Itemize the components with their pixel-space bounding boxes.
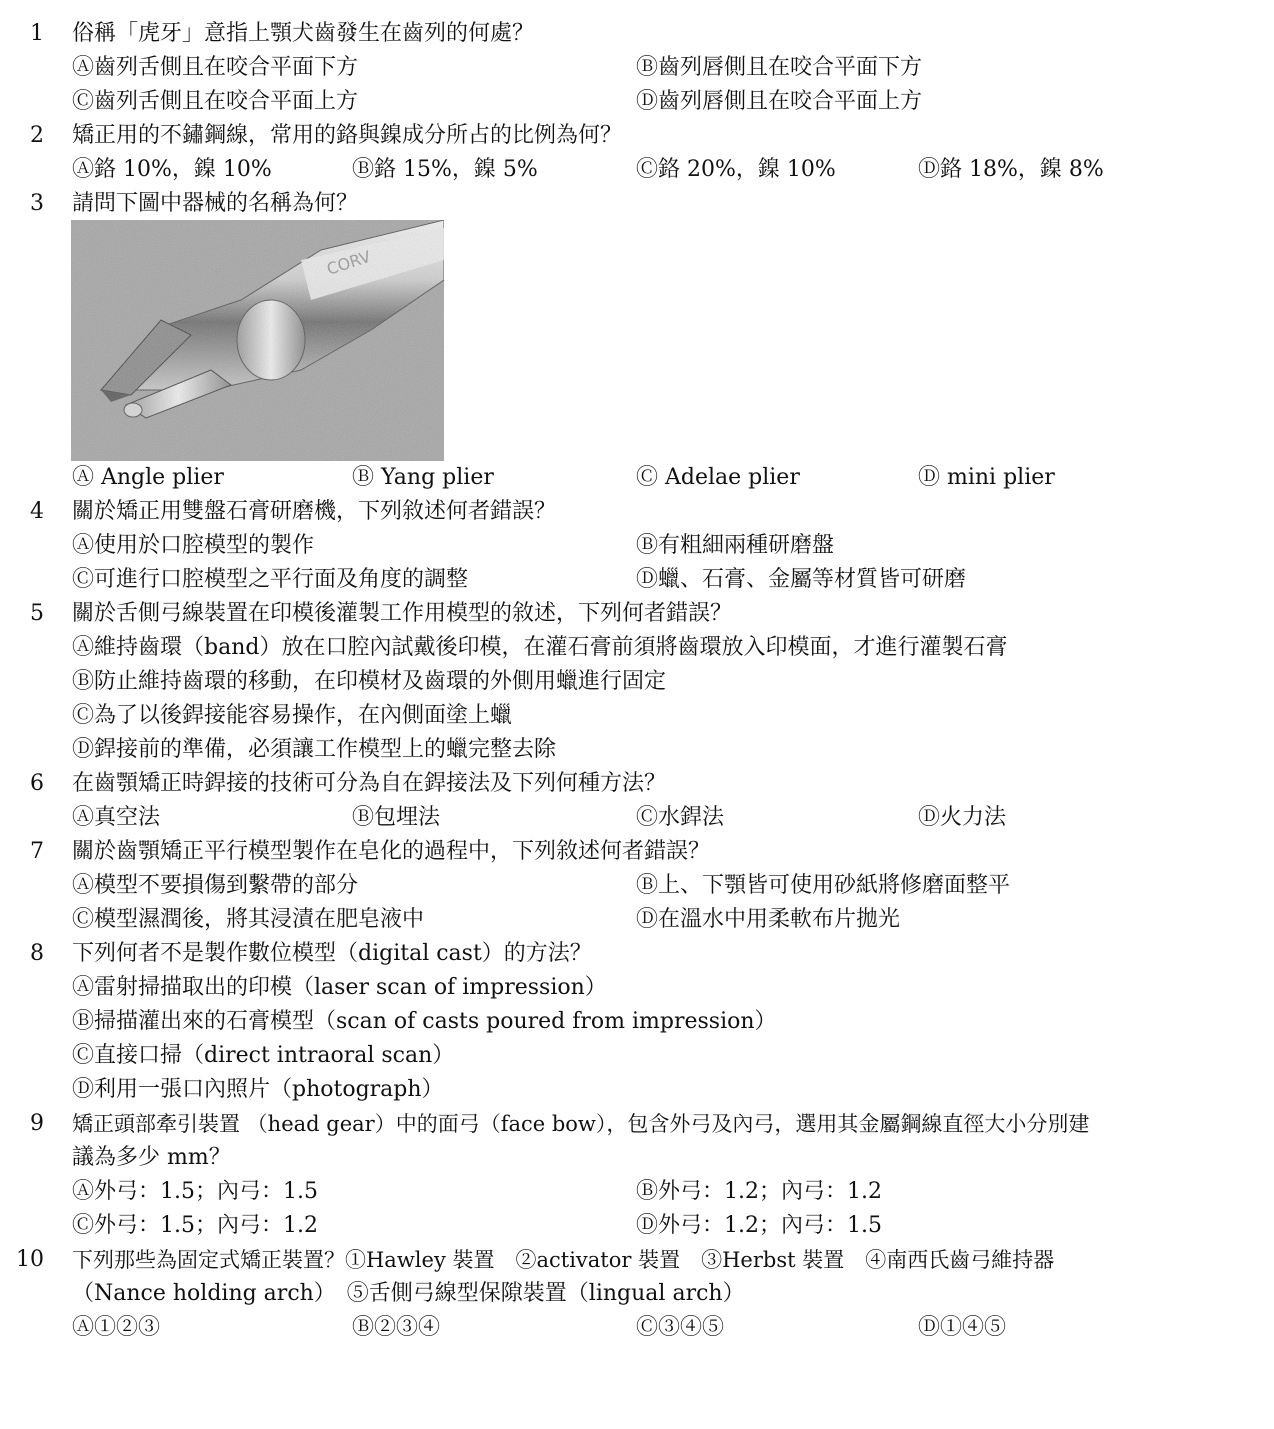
question-stem: 下列那些為固定式矯正裝置？①Hawley 裝置 ②activator 裝置 ③Herbst 裝置 ④南西氏齒弓維持器 <box>72 1248 1055 1272</box>
option-c[interactable]: Ⓒ鉻 20%，鎳 10% <box>636 157 836 182</box>
option-b[interactable]: Ⓑ有粗細兩種研磨盤 <box>636 533 835 558</box>
option-b[interactable]: Ⓑ包埋法 <box>352 805 441 830</box>
option-c[interactable]: Ⓒ直接口掃（direct intraoral scan） <box>72 1043 455 1068</box>
question-number: 6 <box>30 771 44 796</box>
question-stem: 請問下圖中器械的名稱為何？ <box>72 191 359 216</box>
option-c[interactable]: Ⓒ Adelae plier <box>636 465 800 490</box>
question-number: 9 <box>30 1111 44 1136</box>
question-stem: 在齒顎矯正時銲接的技術可分為自在銲接法及下列何種方法？ <box>72 771 667 796</box>
question-number: 10 <box>16 1247 44 1272</box>
plier-illustration <box>71 220 444 461</box>
option-c[interactable]: Ⓒ齒列舌側且在咬合平面上方 <box>72 89 359 114</box>
option-c[interactable]: Ⓒ外弓：1.5；內弓：1.2 <box>72 1213 318 1238</box>
question-number: 8 <box>30 941 44 966</box>
option-a[interactable]: Ⓐ①②③ <box>72 1315 161 1340</box>
question-number: 2 <box>30 123 44 148</box>
option-d[interactable]: Ⓓ①④⑤ <box>918 1315 1007 1340</box>
option-b[interactable]: Ⓑ鉻 15%，鎳 5% <box>352 157 538 182</box>
question-stem: 下列何者不是製作數位模型（digital cast）的方法？ <box>72 941 592 966</box>
question-stem: 關於舌側弓線裝置在印模後灌製工作用模型的敘述，下列何者錯誤？ <box>72 601 733 626</box>
option-d[interactable]: Ⓓ蠟、石膏、金屬等材質皆可研磨 <box>636 567 967 592</box>
question-stem: 俗稱「虎牙」意指上顎犬齒發生在齒列的何處？ <box>72 21 535 46</box>
option-c[interactable]: Ⓒ可進行口腔模型之平行面及角度的調整 <box>72 567 469 592</box>
question-number: 3 <box>30 191 44 216</box>
option-c[interactable]: Ⓒ③④⑤ <box>636 1315 725 1340</box>
option-d[interactable]: Ⓓ銲接前的準備，必須讓工作模型上的蠟完整去除 <box>72 737 557 762</box>
question-stem: 矯正用的不鏽鋼線，常用的鉻與鎳成分所占的比例為何？ <box>72 123 623 148</box>
option-b[interactable]: Ⓑ齒列唇側且在咬合平面下方 <box>636 55 923 80</box>
option-d[interactable]: Ⓓ火力法 <box>918 805 1007 830</box>
option-b[interactable]: Ⓑ上、下顎皆可使用砂紙將修磨面整平 <box>636 873 1011 898</box>
question-stem-line2: 議為多少 mm？ <box>72 1145 231 1170</box>
option-c[interactable]: Ⓒ為了以後銲接能容易操作，在內側面塗上蠟 <box>72 703 513 728</box>
option-d[interactable]: Ⓓ齒列唇側且在咬合平面上方 <box>636 89 923 114</box>
option-d[interactable]: Ⓓ在溫水中用柔軟布片拋光 <box>636 907 901 932</box>
option-b[interactable]: Ⓑ外弓：1.2；內弓：1.2 <box>636 1179 882 1204</box>
option-b[interactable]: Ⓑ Yang plier <box>352 465 494 490</box>
question-number: 4 <box>30 499 44 524</box>
option-a[interactable]: Ⓐ鉻 10%，鎳 10% <box>72 157 272 182</box>
option-a[interactable]: Ⓐ Angle plier <box>72 465 224 490</box>
option-c[interactable]: Ⓒ水銲法 <box>636 805 725 830</box>
option-d[interactable]: Ⓓ利用一張口內照片（photograph） <box>72 1077 444 1102</box>
question-stem: 矯正頭部牽引裝置 （head gear）中的面弓（face bow），包含外弓及內弓，選用其金屬鋼線直徑大小分別建 <box>72 1112 1090 1136</box>
option-b[interactable]: Ⓑ掃描灌出來的石膏模型（scan of casts poured from impression） <box>72 1009 777 1034</box>
option-a[interactable]: Ⓐ真空法 <box>72 805 161 830</box>
option-a[interactable]: Ⓐ外弓：1.5；內弓：1.5 <box>72 1179 318 1204</box>
option-d[interactable]: Ⓓ鉻 18%，鎳 8% <box>918 157 1104 182</box>
plier-photo <box>71 220 444 461</box>
option-a[interactable]: Ⓐ模型不要損傷到繫帶的部分 <box>72 873 359 898</box>
question-number: 1 <box>30 21 44 46</box>
question-number: 5 <box>30 601 44 626</box>
option-c[interactable]: Ⓒ模型濕潤後，將其浸漬在肥皂液中 <box>72 907 425 932</box>
question-stem: 關於矯正用雙盤石膏研磨機，下列敘述何者錯誤？ <box>72 499 557 524</box>
option-a[interactable]: Ⓐ使用於口腔模型的製作 <box>72 533 315 558</box>
question-stem-line2: （Nance holding arch） ⑤舌側弓線型保隙裝置（lingual arch） <box>72 1281 745 1306</box>
option-a[interactable]: Ⓐ雷射掃描取出的印模（laser scan of impression） <box>72 975 607 1000</box>
option-b[interactable]: Ⓑ②③④ <box>352 1315 441 1340</box>
option-a[interactable]: Ⓐ維持齒環（band）放在口腔內試戴後印模，在灌石膏前須將齒環放入印模面，才進行灌製石膏 <box>72 635 1008 660</box>
option-d[interactable]: Ⓓ外弓：1.2；內弓：1.5 <box>636 1213 882 1238</box>
option-a[interactable]: Ⓐ齒列舌側且在咬合平面下方 <box>72 55 359 80</box>
option-d[interactable]: Ⓓ mini plier <box>918 465 1055 490</box>
question-stem: 關於齒顎矯正平行模型製作在皂化的過程中，下列敘述何者錯誤？ <box>72 839 711 864</box>
question-number: 7 <box>30 839 44 864</box>
option-b[interactable]: Ⓑ防止維持齒環的移動，在印模材及齒環的外側用蠟進行固定 <box>72 669 667 694</box>
